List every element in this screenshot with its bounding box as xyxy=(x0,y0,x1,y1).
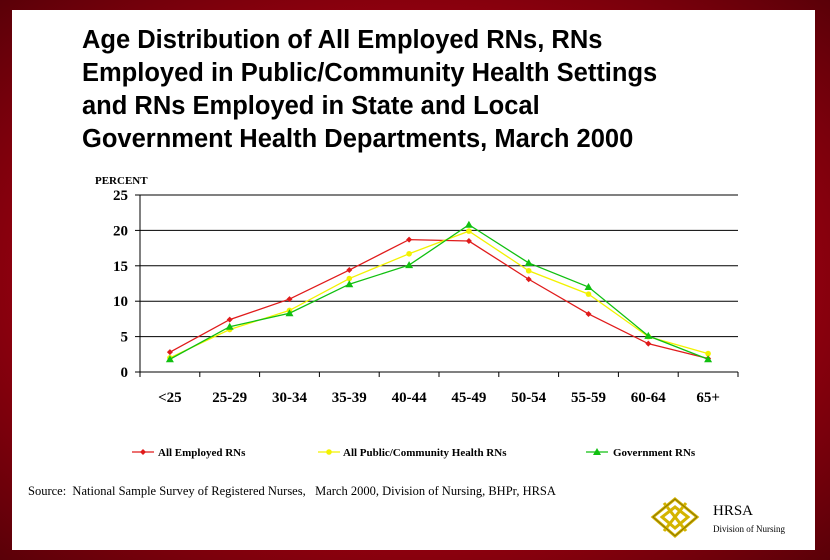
x-tick-label: 35-39 xyxy=(331,390,367,406)
legend-item-1 xyxy=(132,447,246,459)
y-tick-label: 5 xyxy=(120,329,128,346)
data-point-circle xyxy=(326,449,332,455)
legend-label: Government RNs xyxy=(613,447,696,459)
y-tick-label: 20 xyxy=(113,223,128,240)
legend-item-2 xyxy=(318,447,507,459)
legend-item-3 xyxy=(586,447,696,459)
x-tick-label: 65+ xyxy=(696,390,720,406)
legend-label: All Public/Community Health RNs xyxy=(343,447,507,459)
y-tick-label: 25 xyxy=(113,188,128,204)
x-tick-label: <25 xyxy=(158,390,182,406)
x-tick-label: 60-64 xyxy=(630,390,666,406)
x-tick-label: 55-59 xyxy=(571,390,606,406)
x-tick-label: 25-29 xyxy=(212,390,248,406)
x-tick-label: 30-34 xyxy=(272,390,307,406)
chart-title: Age Distribution of All Employed RNs, RNs Employed in Public/Community Health Settings and RNs Employed in State and Local Government Health Departments, March 2000 xyxy=(82,26,658,153)
hrsa-knot-logo-icon xyxy=(645,495,705,540)
y-tick-label: 10 xyxy=(113,294,128,311)
org-division: Division of Nursing xyxy=(713,524,785,534)
x-tick-label: 45-49 xyxy=(451,390,487,406)
y-tick-label: 0 xyxy=(120,365,128,381)
y-axis-label: PERCENT xyxy=(95,175,148,187)
source-note: Source: National Sample Survey of Registered Nurses, March 2000, Division of Nursing, BHPr, HRSA xyxy=(28,484,556,498)
x-tick-label: 40-44 xyxy=(391,390,427,406)
data-point-diamond xyxy=(140,449,146,455)
org-name: HRSA xyxy=(713,503,754,519)
y-tick-label: 15 xyxy=(113,258,128,275)
legend-label: All Employed RNs xyxy=(158,447,246,459)
x-tick-label: 50-54 xyxy=(511,390,547,406)
